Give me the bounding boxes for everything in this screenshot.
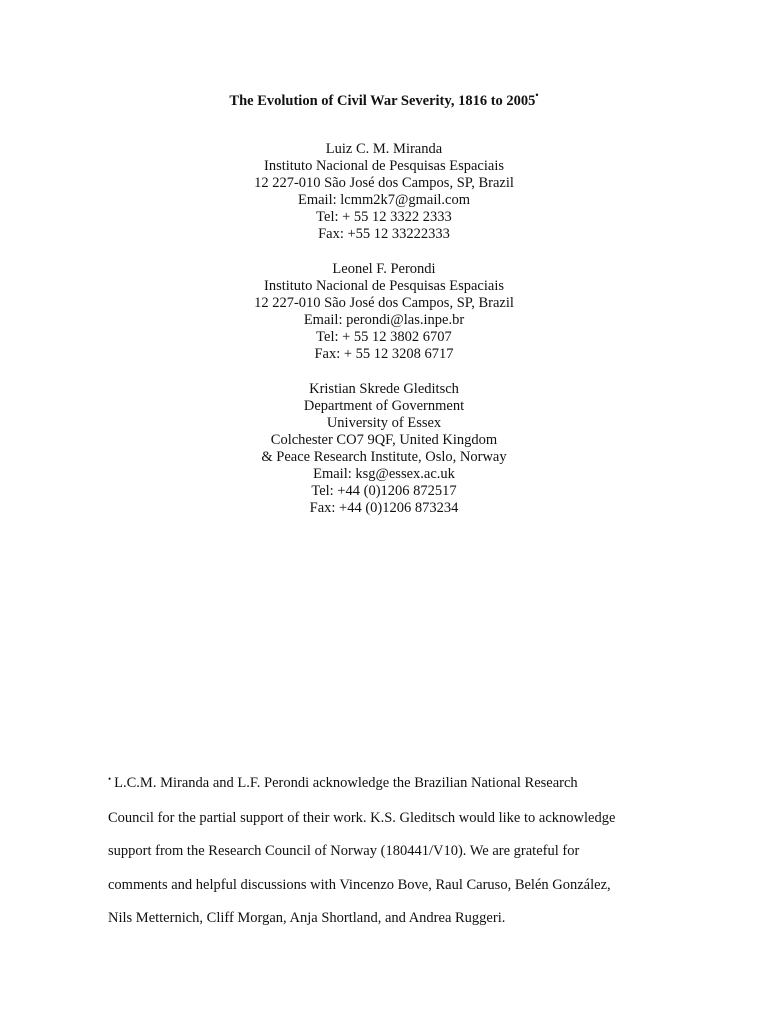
- author-block-perondi: [0, 261, 768, 363]
- author-fax: Fax: +44 (0)1206 873234: [309, 500, 459, 516]
- author-block-miranda: [0, 141, 768, 243]
- author-name: Leonel F. Perondi: [332, 261, 436, 277]
- author-block-gleditsch: [0, 381, 768, 517]
- author-address: 12 227-010 São José dos Campos, SP, Brazil: [254, 175, 514, 191]
- author-address: Colchester CO7 9QF, United Kingdom: [270, 432, 498, 448]
- author-university: University of Essex: [326, 415, 442, 431]
- author-tel: Tel: + 55 12 3802 6707: [316, 329, 452, 345]
- footnote-marker: •: [108, 774, 112, 784]
- acknowledgement-footnote: [108, 767, 668, 936]
- footnote-line: comments and helpful discussions with Vincenzo Bove, Raul Caruso, Belén González,: [108, 876, 611, 893]
- author-email: Email: ksg@essex.ac.uk: [313, 466, 455, 482]
- title-footnote-marker: •: [535, 90, 539, 100]
- paper-title-text: The Evolution of Civil War Severity, 1816 to 2005: [229, 92, 536, 109]
- author-department: Department of Government: [303, 398, 465, 414]
- footnote-line: Council for the partial support of their work. K.S. Gleditsch would like to acknowledge: [108, 809, 616, 826]
- footnote-line: support from the Research Council of Norway (180441/V10). We are grateful for: [108, 843, 580, 859]
- author-affiliation: Instituto Nacional de Pesquisas Espaciais: [263, 158, 504, 174]
- author-name: Kristian Skrede Gleditsch: [309, 381, 459, 397]
- author-email: Email: perondi@las.inpe.br: [303, 312, 465, 328]
- footnote-line-text: L.C.M. Miranda and L.F. Perondi acknowledge the Brazilian National Research: [114, 775, 578, 791]
- author-second-affiliation: & Peace Research Institute, Oslo, Norway: [261, 449, 507, 465]
- footnote-line: Nils Metternich, Cliff Morgan, Anja Shortland, and Andrea Ruggeri.: [108, 910, 506, 926]
- author-fax: Fax: + 55 12 3208 6717: [314, 346, 454, 362]
- paper-title: [0, 86, 768, 111]
- author-name: Luiz C. M. Miranda: [325, 141, 443, 157]
- author-address: 12 227-010 São José dos Campos, SP, Brazil: [254, 295, 514, 311]
- author-fax: Fax: +55 12 33222333: [318, 226, 450, 242]
- footnote-line: [108, 767, 668, 802]
- author-tel: Tel: +44 (0)1206 872517: [311, 483, 457, 499]
- author-tel: Tel: + 55 12 3322 2333: [316, 209, 452, 225]
- author-affiliation: Instituto Nacional de Pesquisas Espaciais: [263, 278, 504, 294]
- author-email: Email: lcmm2k7@gmail.com: [297, 192, 471, 208]
